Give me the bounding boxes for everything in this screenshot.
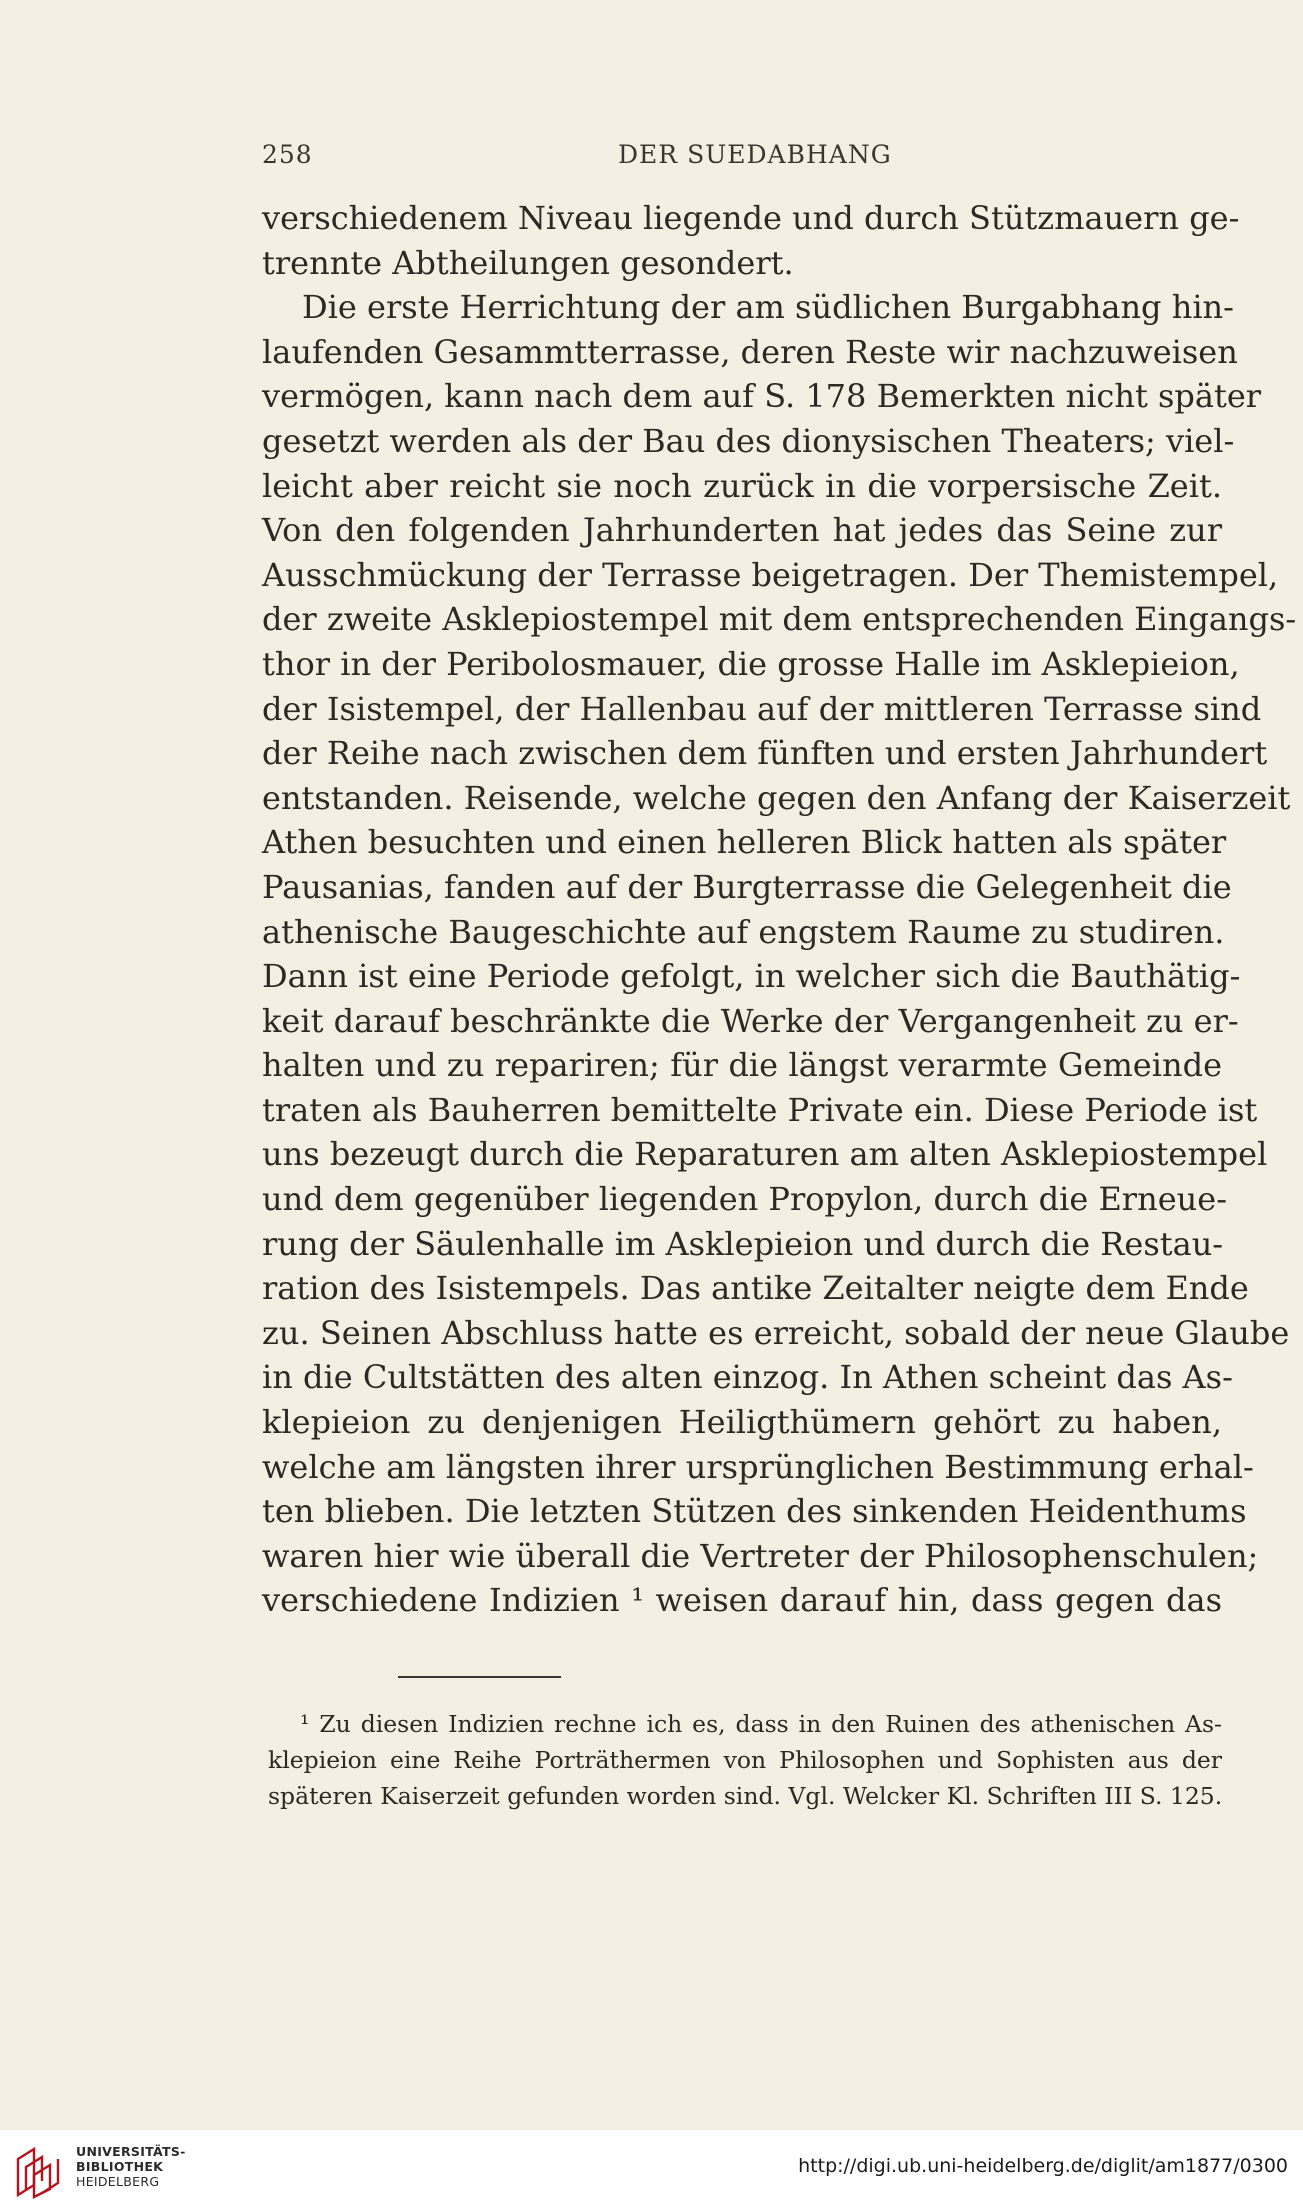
library-name [76,2144,186,2189]
text-line: vermögen, kann nach dem auf S. 178 Bemerkten nicht später [262,377,1262,416]
text-line: der zweite Asklepiostempel mit dem entsprechenden Eingangs- [262,600,1297,639]
footnote-line: späteren Kaiserzeit gefunden worden sind. Vgl. Welcker Kl. Schriften III S. 125. [268,1782,1223,1810]
footnote-line: klepieion eine Reihe Porträthermen von Philosophen und Sophisten aus der [268,1746,1222,1774]
text-line: verschiedene Indizien ¹ weisen darauf hin, dass gegen das [262,1581,1222,1620]
text-line: keit darauf beschränkte die Werke der Vergangenheit zu er- [262,1001,1239,1040]
text-line: trennte Abtheilungen gesondert. [262,243,794,282]
text-line: Dann ist eine Periode gefolgt, in welcher sich die Bauthätig- [262,957,1241,996]
text-line: Pausanias, fanden auf der Burgterrasse die Gelegenheit die [262,867,1232,906]
text-line: gesetzt werden als der Bau des dionysischen Theaters; viel- [262,421,1235,460]
text-line: traten als Bauherren bemittelte Private ein. Diese Periode ist [262,1090,1258,1129]
text-line: in die Cultstätten des alten einzog. In Athen scheint das As- [262,1358,1233,1397]
university-library-logo-icon [12,2145,68,2201]
text-line: laufenden Gesammtterrasse, deren Reste wir nachzuweisen [262,332,1238,371]
running-title: DER SUEDABHANG [618,140,892,169]
text-line: der Isistempel, der Hallenbau auf der mittleren Terrasse sind [262,689,1262,728]
text-line: uns bezeugt durch die Reparaturen am alten Asklepiostempel [262,1135,1268,1174]
text-line: klepieion zu denjenigen Heiligthümern gehört zu haben, [262,1403,1222,1442]
library-name-line: HEIDELBERG [76,2174,160,2189]
text-line: waren hier wie überall die Vertreter der Philosophenschulen; [262,1536,1259,1575]
footnote [268,1706,1222,1814]
library-name-line: BIBLIOTHEK [76,2159,164,2174]
text-line: verschiedenem Niveau liegende und durch Stützmauern ge- [262,199,1240,237]
text-line: Die erste Herrichtung der am südlichen Burgabhang hin- [302,288,1234,327]
text-line: und dem gegenüber liegenden Propylon, durch die Erneue- [262,1180,1227,1219]
text-line: zu. Seinen Abschluss hatte es erreicht, sobald der neue Glaube [262,1313,1290,1352]
library-name-line: UNIVERSITÄTS- [76,2144,186,2159]
text-line: Ausschmückung der Terrasse beigetragen. Der Themistempel, [262,555,1279,594]
text-line: leicht aber reicht sie noch zurück in die vorpersische Zeit. [262,466,1222,505]
text-line: der Reihe nach zwischen dem fünften und ersten Jahrhundert [262,734,1268,773]
text-line: ration des Isistempels. Das antike Zeitalter neigte dem Ende [262,1269,1249,1308]
page-number: 258 [262,140,313,169]
body-text [262,196,1297,1623]
text-line: welche am längsten ihrer ursprünglichen Bestimmung erhal- [262,1447,1254,1486]
text-line: athenische Baugeschichte auf engstem Raume zu studiren. [262,912,1225,951]
text-line: halten und zu repariren; für die längst verarmte Gemeinde [262,1046,1222,1085]
footnote-divider [398,1676,561,1678]
text-line: rung der Säulenhalle im Asklepieion und durch die Restau- [262,1224,1224,1263]
text-line: thor in der Peribolosmauer, die grosse Halle im Asklepieion, [262,644,1240,683]
text-line: Athen besuchten und einen helleren Blick hatten als später [262,823,1227,862]
text-line: ten blieben. Die letzten Stützen des sinkenden Heidenthums [262,1492,1247,1531]
source-url-link[interactable]: http://digi.ub.uni-heidelberg.de/diglit/am1877/0300 [798,2155,1288,2177]
footnote-line: ¹ Zu diesen Indizien rechne ich es, dass in den Ruinen des athenischen As- [300,1710,1222,1738]
text-line: Von den folgenden Jahrhunderten hat jedes das Seine zur [262,511,1222,550]
text-line: entstanden. Reisende, welche gegen den Anfang der Kaiserzeit [262,778,1291,817]
